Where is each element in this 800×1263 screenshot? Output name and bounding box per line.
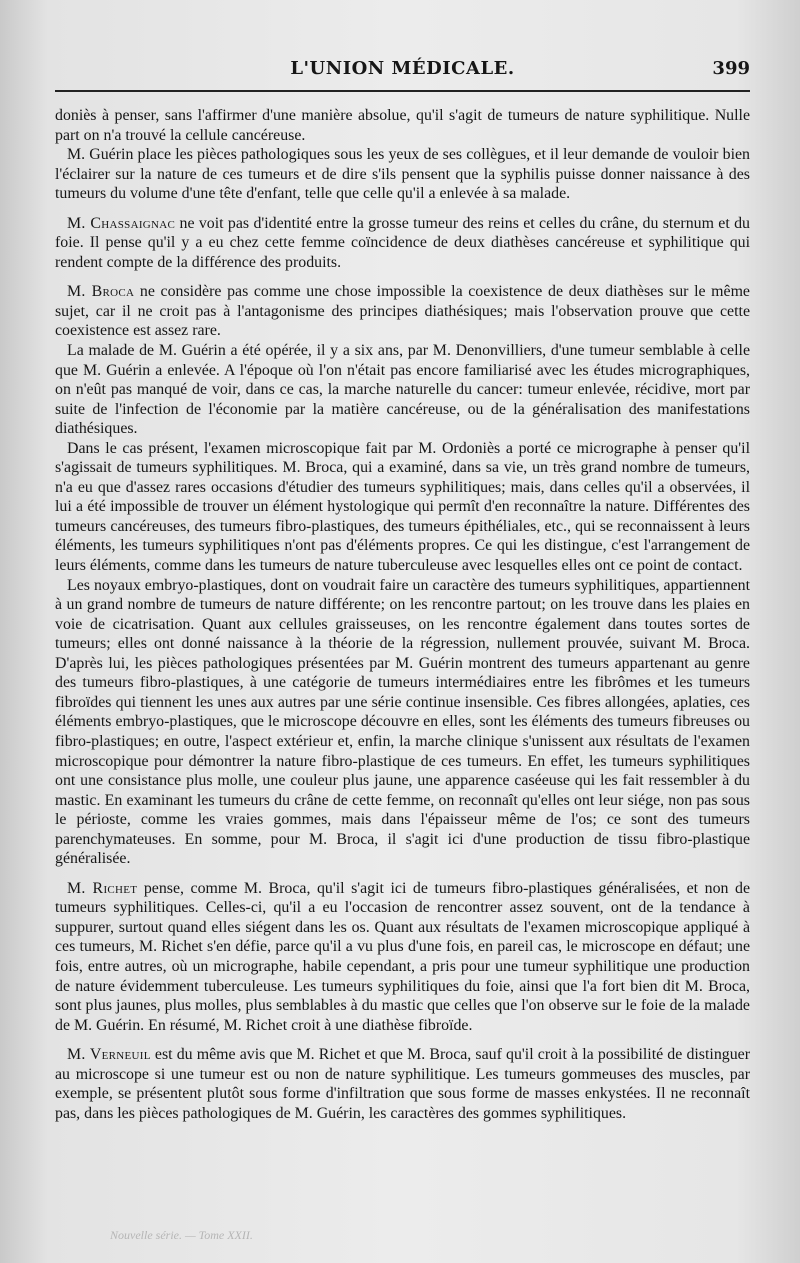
article-body [55, 106, 750, 1123]
running-title: L'UNION MÉDICALE. [290, 58, 515, 79]
paragraph-4 [55, 341, 750, 439]
paragraph-0 [55, 106, 750, 145]
paragraph-text: Les noyaux embryo-plastiques, dont on voudrait faire un caractère des tumeurs syphilitiques, appartiennent à un grand nombre de tumeurs de nature différente; on les rencontre partout; on les trouve dans les plaies en voie de cicatrisation. Quant aux cellules graisseuses, on les rencontre également dans toutes sortes de tumeurs; elles ont donné naissance à la théorie de la régression, nullement prouvée, suivant M. Broca. D'après lui, les pièces pathologiques présentées par M. Guérin montrent des tumeurs appartenant au genre des tumeurs fibro-plastiques, à une catégorie de tumeurs intermédiaires entre les fibrômes et les tumeurs fibroïdes qui tiennent les unes aux autres par une série continue insensible. Ces fibres allongées, aplaties, ces éléments embryo-plastiques, que le microscope découvre en elles, sont les éléments des tumeurs fibreuses ou fibro-plastiques; en outre, l'aspect extérieur et, enfin, la marche clinique s'unissent aux résultats de l'examen microscopique pour démontrer la nature fibro-plastique de ces tumeurs. En effet, les tumeurs syphilitiques ont une consistance plus molle, une couleur plus jaune, une apparence caséeuse qui les fait ressembler à du mastic. En examinant les tumeurs du crâne de cette femme, on reconnaît qu'elles ont leur siége, non pas sous le périoste, comme les vraies gommes, mais dans l'épaisseur même de l'os; ce sont des tumeurs parenchymateuses. En somme, pour M. Broca, il s'agit ici d'une production de tissu fibro-plastique généralisée. [55, 576, 750, 868]
page-header [55, 58, 750, 92]
paragraph-text: place les pièces pathologiques sous les yeux de ses collègues, et il leur demande de vouloir bien l'éclairer sur la nature de ces tumeurs et de dire s'ils pensent que la syphilis puisse donner naissance à des tumeurs du volume d'une tête d'enfant, telle que celle qu'il a enlevée à sa malade. [55, 146, 750, 203]
paragraph-text: ne considère pas comme une chose impossible la coexistence de deux diathèses sur le même sujet, car il ne croit pas à l'antagonisme des principes diathésiques; mais l'observation prouve que cette coexistence est assez rare. [55, 283, 750, 340]
paragraph-5 [55, 439, 750, 576]
paragraph-text: ne voit pas d'identité entre la grosse tumeur des reins et celles du crâne, du sternum et du foie. Il pense qu'il y a eu chez cette femme coïncidence de deux diathèses cancéreuse et syphilitique qui rendent compte de la différence des produits. [55, 214, 750, 271]
paragraph-1 [55, 145, 750, 204]
speaker-name: M. Guérin [67, 146, 134, 164]
speaker-name: M. Richet [67, 879, 138, 897]
speaker-name: M. Broca [67, 283, 135, 301]
paragraph-text: doniès à penser, sans l'affirmer d'une manière absolue, qu'il s'agit de tumeurs de nature syphilitique. Nulle part on n'a trouvé la cellule cancéreuse. [55, 107, 750, 144]
paragraph-8 [55, 1045, 750, 1123]
paragraph-text: La malade de M. Guérin a été opérée, il y a six ans, par M. Denonvilliers, d'une tumeur semblable à celle que M. Guérin a enlevée. A l'époque où l'on n'était pas encore familiarisé avec les études micrographiques, on n'eût pas manqué de voir, dans ce cas, la marche naturelle du cancer: tumeur enlevée, récidive, mort par suite de l'infection de l'économie par la matière cancéreuse, ou de la généralisation des manifestations diathésiques. [55, 342, 750, 438]
paragraph-7 [55, 879, 750, 1035]
paragraph-6 [55, 576, 750, 869]
speaker-name: M. Verneuil [67, 1046, 151, 1064]
paragraph-text: Dans le cas présent, l'examen microscopique fait par M. Ordoniès a porté ce micrographe à penser qu'il s'agissait de tumeurs syphilitiques. M. Broca, qui a examiné, dans sa vie, un très grand nombre de tumeurs, n'a eu que d'assez rares occasions d'étudier des tumeurs syphilitiques; mais, dans celles qu'il a observées, il lui a été impossible de trouver un élément hystologique qui permît d'en reconnaître la nature. Différentes des tumeurs cancéreuses, des tumeurs fibro-plastiques, des tumeurs épithéliales, etc., qui se reconnaissent à leurs éléments, les tumeurs syphilitiques n'ont pas d'éléments propres. Ce qui les distingue, c'est l'arrangement de leurs éléments, comme dans les tumeurs de nature tuberculeuse avec lesquelles elles ont ce point de contact. [55, 439, 750, 575]
paragraph-2 [55, 214, 750, 273]
paragraph-3 [55, 282, 750, 341]
footer-bleed-text: Nouvelle série. — Tome XXII. [110, 1228, 253, 1242]
speaker-name: M. Chassaignac [67, 214, 176, 232]
page-number: 399 [712, 58, 750, 79]
paragraph-text: pense, comme M. Broca, qu'il s'agit ici de tumeurs fibro-plastiques généralisées, et non de tumeurs syphilitiques. Celles-ci, qu'il a eu l'occasion de rencontrer assez souvent, ont de la tendance à suppurer, surtout quand elles siégent dans les os. Quant aux résultats de l'examen microscopique appliqué à ces tumeurs, M. Richet s'en défie, parce qu'il a vu plus d'une fois, en pareil cas, le microscope en défaut; une fois, entre autres, où un micrographe, habile cependant, a pris pour une tumeur syphilitique une production de nature évidemment tuberculeuse. Les tumeurs syphilitiques du foie, ainsi que l'a fort bien dit M. Broca, sont plus jaunes, plus molles, plus semblables à du mastic que celles que l'on observe sur le foie de la malade de M. Guérin. En résumé, M. Richet croit à une diathèse fibroïde. [55, 879, 750, 1034]
header-rule [55, 90, 750, 92]
paragraph-text: est du même avis que M. Richet et que M. Broca, sauf qu'il croit à la possibilité de distinguer au microscope si une tumeur est ou non de nature syphilitique. Les tumeurs gommeuses des muscles, par exemple, se présentent plutôt sous forme d'infiltration que sous forme de masses enkystées. Il ne reconnaît pas, dans les pièces pathologiques de M. Guérin, les caractères des gommes syphilitiques. [55, 1046, 751, 1122]
